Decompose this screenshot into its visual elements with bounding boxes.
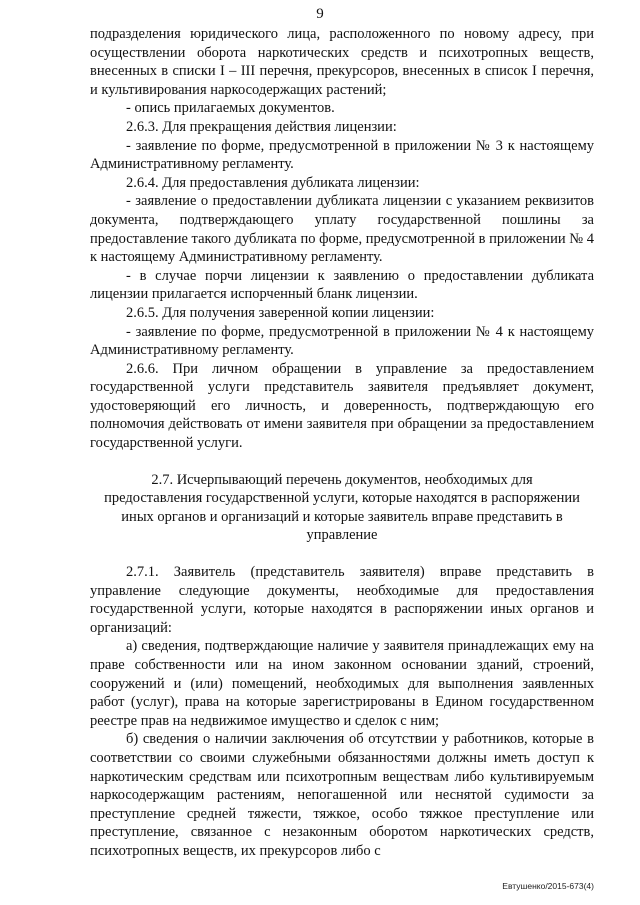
subsection-heading: 2.6.5. Для получения заверенной копии лицензии: (126, 304, 435, 321)
document-body (90, 25, 594, 861)
paragraph: подразделения юридического лица, расположенного по новому адресу, при осуществлении оборота наркотических средств и психотропных веществ, внесенных в списки I – III перечня, прекурсоров, внесенных в список I перечня, и культивирования наркосодержащих растений; (90, 26, 594, 98)
paragraph: - в случае порчи лицензии к заявлению о предоставлении дубликата лицензии прилагается испорченный бланк лицензии. (90, 267, 594, 303)
paragraph: - заявление по форме, предусмотренной в приложении № 4 к настоящему Административному регламенту. (90, 323, 594, 359)
document-code: Евтушенко/2015-673(4) (502, 881, 594, 891)
subsection-heading: 2.6.3. Для прекращения действия лицензии: (126, 118, 397, 135)
paragraph: 2.6.6. При личном обращении в управление за предоставлением государственной услуги представитель заявителя предъявляет документ, удостоверяющий его личность, и доверенность, подтверждающую его полномочия действовать от имени заявителя при обращении за предоставлением государственной услуги. (90, 360, 594, 452)
paragraph: - заявление по форме, предусмотренной в приложении № 3 к настоящему Административному регламенту. (90, 137, 594, 173)
page-number: 9 (316, 6, 324, 22)
paragraph: б) сведения о наличии заключения об отсутствии у работников, которые в соответствии со своими служебными обязанностями должны иметь доступ к наркотическим средствам или психотропным веществам либо культивируемым наркосодержащим растениям, непогашенной или неснятой судимости за преступление средней тяжести, тяжкое, особо тяжкое преступление или преступление, связанное с незаконным оборотом наркотических средств, психотропных веществ, их прекурсоров либо с (90, 731, 594, 859)
paragraph: - опись прилагаемых документов. (126, 100, 335, 117)
section-title: 2.7. Исчерпывающий перечень документов, необходимых для предоставления государственной услуги, которые находятся в распоряжении иных органов и организаций и которые заявитель вправе представить в управление (104, 471, 580, 544)
paragraph: - заявление о предоставлении дубликата лицензии с указанием реквизитов документа, подтверждающего уплату государственной пошлины за предоставление такого дубликата по форме, предусмотренной в приложении № 4 к настоящему Административному регламенту. (90, 193, 594, 266)
paragraph: а) сведения, подтверждающие наличие у заявителя принадлежащих ему на праве собственности или на ином законном основании зданий, строений, сооружений и (или) помещений, необходимых для выполнения заявленных работ (услуг), права на которые зарегистрированы в Едином государственном реестре прав на недвижимое имущество и сделок с ним; (90, 638, 594, 729)
paragraph: 2.7.1. Заявитель (представитель заявителя) вправе представить в управление следующие документы, необходимые для предоставления государственной услуги, которые находятся в распоряжении иных органов и организаций: (90, 564, 594, 636)
subsection-heading: 2.6.4. Для предоставления дубликата лицензии: (126, 174, 420, 191)
